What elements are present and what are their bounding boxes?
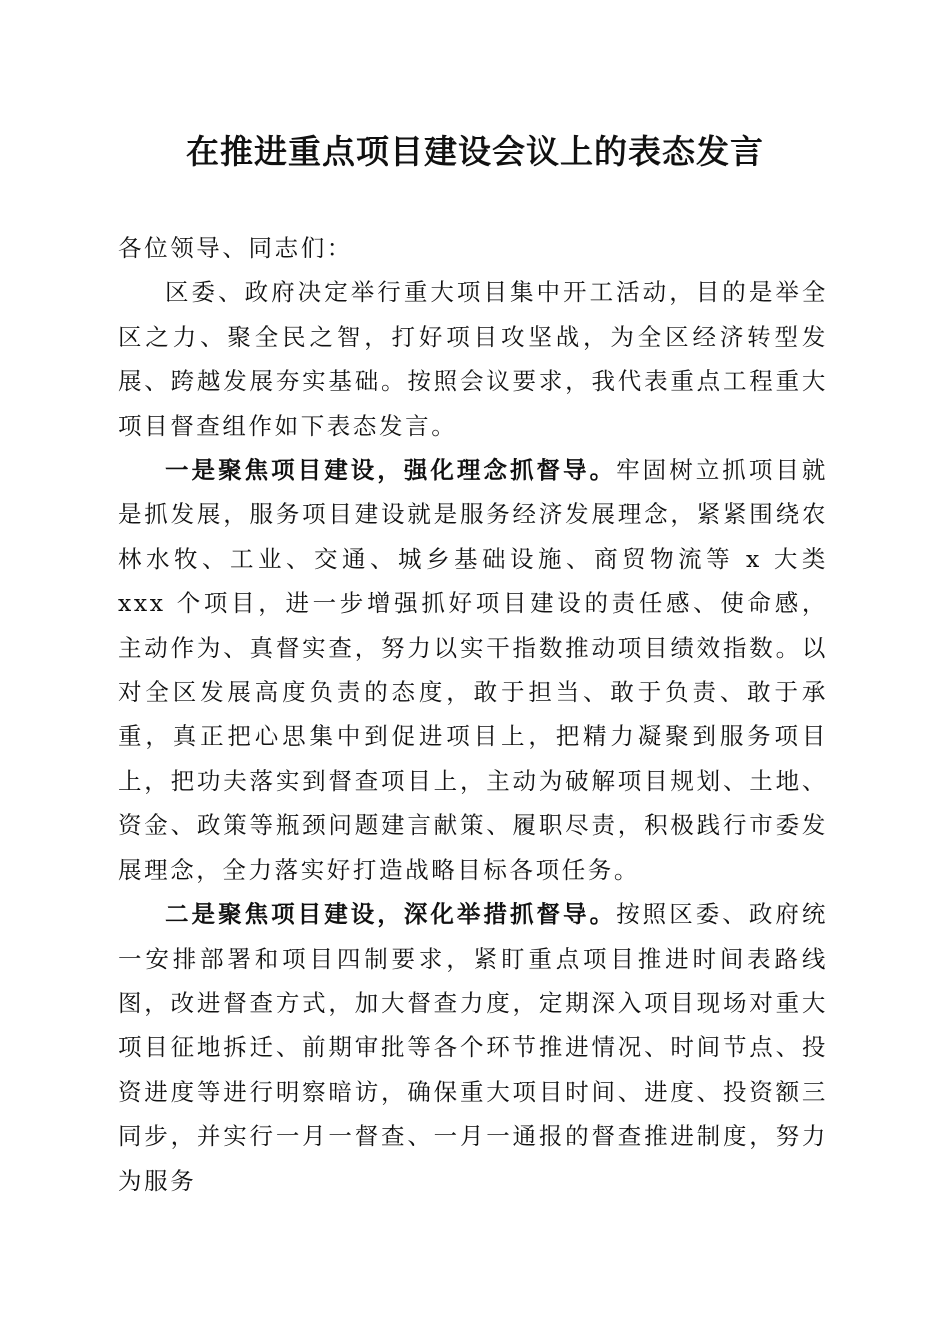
section-paragraph-2 [118, 892, 828, 1203]
section-paragraph-1 [118, 448, 828, 892]
section-lead-2: 二是聚焦项目建设，深化举措抓督导。 [165, 900, 617, 929]
section-text-2: 按照区委、政府统一安排部署和项目四制要求，紧盯重点项目推进时间表路线图，改进督查方式，加大督查力度，定期深入项目现场对重大项目征地拆迁、前期审批等各个环节推进情况、时间节点、投资进度等进行明察暗访，确保重大项目时间、进度、投资额三同步，并实行一月一督查、一月一通报的督查推进制度，努力为服务 [118, 900, 828, 1195]
intro-paragraph: 区委、政府决定举行重大项目集中开工活动，目的是举全区之力、聚全民之智，打好项目攻坚战，为全区经济转型发展、跨越发展夯实基础。按照会议要求，我代表重点工程重大项目督查组作如下表态发言。 [118, 278, 828, 440]
section-text-1: 牢固树立抓项目就是抓发展，服务项目建设就是服务经济发展理念，紧紧围绕农林水牧、工业、交通、城乡基础设施、商贸物流等 x 大类 xxx 个项目，进一步增强抓好项目建设的责任感、使命感，主动作为、真督实查，努力以实干指数推动项目绩效指数。以对全区发展高度负责的态度，敢于担当、敢于负责、敢于承重，真正把心思集中到促进项目上，把精力凝聚到服务项目上，把功夫落实到督查项目上，主动为破解项目规划、土地、资金、政策等瓶颈问题建言献策、履职尽责，积极践行市委发展理念，全力落实好打造战略目标各项任务。 [118, 456, 828, 884]
document-body [118, 226, 828, 1203]
document-title: 在推进重点项目建设会议上的表态发言 [186, 132, 764, 171]
salutation: 各位领导、同志们： [118, 234, 353, 262]
section-lead-1: 一是聚焦项目建设，强化理念抓督导。 [165, 456, 617, 485]
